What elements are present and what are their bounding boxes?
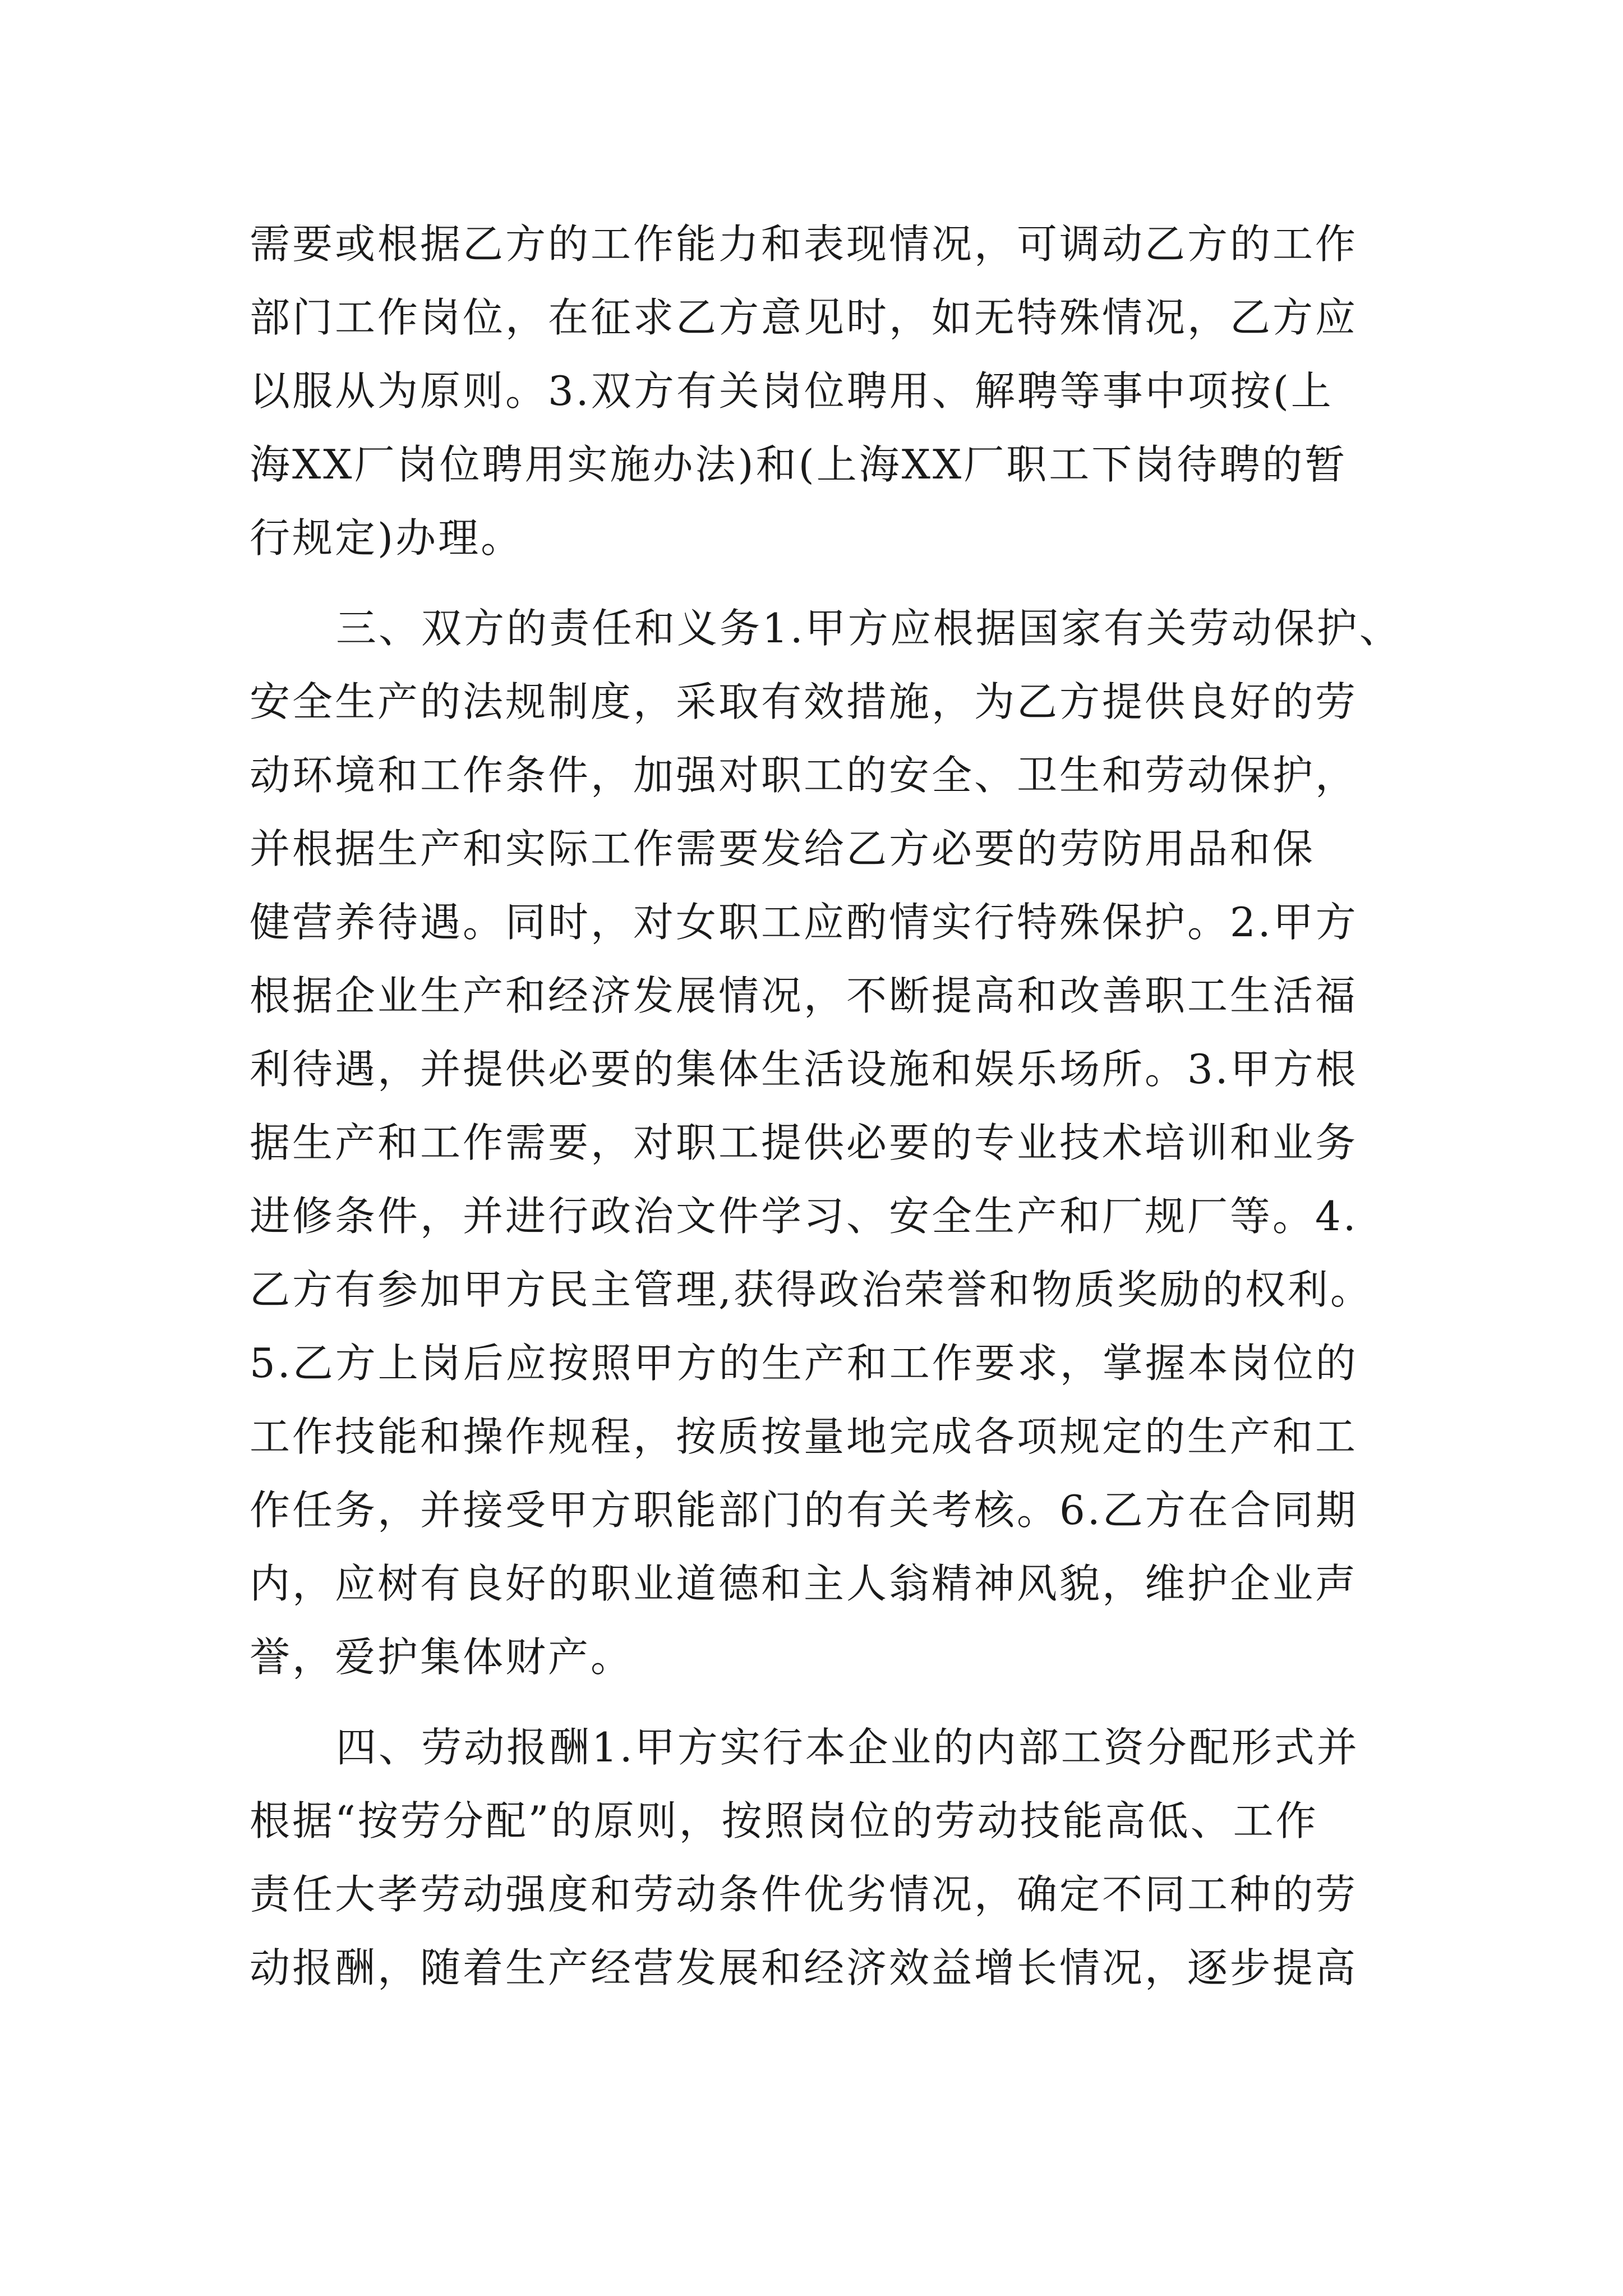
text-line: 内，应树有良好的职业道德和主人翁精神风貌，维护企业声 [250, 1560, 1358, 1607]
text-line: 以服从为原则。3.双方有关岗位聘用、解聘等事中项按(上 [250, 367, 1334, 415]
paragraph-remuneration [250, 1711, 1382, 2005]
paragraph-job-assignment [250, 208, 1382, 575]
text-line: 5.乙方上岗后应按照甲方的生产和工作要求，掌握本岗位的 [250, 1340, 1358, 1387]
document-body [250, 208, 1402, 2022]
text-line: 并根据生产和实际工作需要发给乙方必要的劳防用品和保 [250, 825, 1316, 872]
text-line: 安全生产的法规制度，采取有效措施，为乙方提供良好的劳 [250, 678, 1358, 725]
text-line: 动环境和工作条件，加强对职工的安全、卫生和劳动保护， [250, 752, 1358, 799]
text-line: 工作技能和操作规程，按质按量地完成各项规定的生产和工 [250, 1413, 1358, 1460]
text-line: 乙方有参加甲方民主管理,获得政治荣誉和物质奖励的权利。 [250, 1266, 1373, 1313]
text-line: 三、双方的责任和义务1.甲方应根据国家有关劳动保护、 [336, 605, 1402, 652]
text-line: 部门工作岗位，在征求乙方意见时，如无特殊情况，乙方应 [250, 294, 1358, 341]
text-line: 作任务，并接受甲方职能部门的有关考核。6.乙方在合同期 [250, 1487, 1358, 1534]
text-line: 利待遇，并提供必要的集体生活设施和娱乐场所。3.甲方根 [250, 1046, 1358, 1093]
text-line: 四、劳动报酬1.甲方实行本企业的内部工资分配形式并 [336, 1724, 1359, 1771]
paragraph-responsibilities [250, 592, 1402, 1694]
text-line: 誉，爱护集体财产。 [250, 1634, 634, 1681]
text-line: 进修条件，并进行政治文件学习、安全生产和厂规厂等。4. [250, 1193, 1358, 1240]
text-line: 根据“按劳分配”的原则，按照岗位的劳动技能高低、工作 [250, 1797, 1318, 1844]
text-line: 海XX厂岗位聘用实施办法)和(上海XX厂职工下岗待聘的暂 [250, 441, 1348, 488]
text-line: 需要或根据乙方的工作能力和表现情况，可调动乙方的工作 [250, 220, 1358, 268]
text-line: 根据企业生产和经济发展情况，不断提高和改善职工生活福 [250, 972, 1358, 1019]
text-line: 健营养待遇。同时，对女职工应酌情实行特殊保护。2.甲方 [250, 899, 1358, 946]
text-line: 责任大孝劳动强度和劳动条件优劣情况，确定不同工种的劳 [250, 1871, 1358, 1918]
text-line: 行规定)办理。 [250, 514, 524, 562]
text-line: 动报酬，随着生产经营发展和经济效益增长情况，逐步提高 [250, 1944, 1358, 1991]
text-line: 据生产和工作需要，对职工提供必要的专业技术培训和业务 [250, 1119, 1358, 1166]
